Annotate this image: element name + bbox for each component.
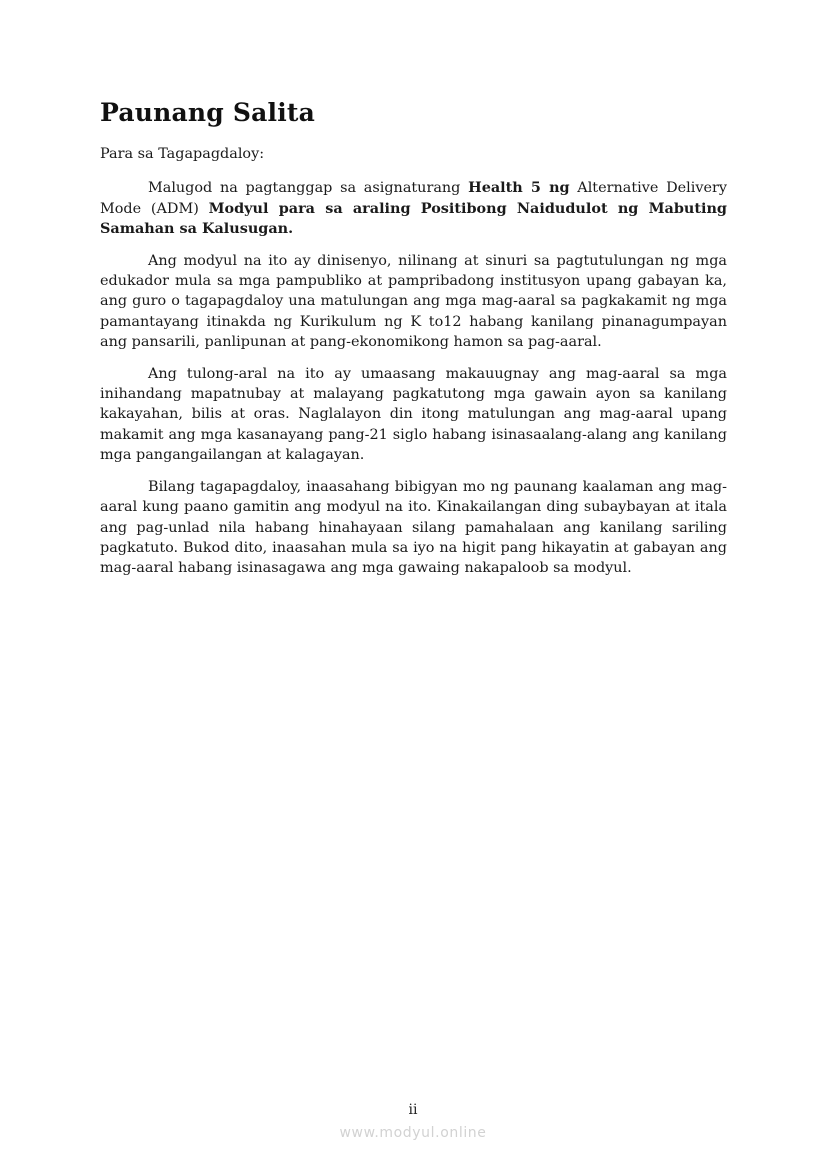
paragraph-facilitator-role: Bilang tagapagdaloy, inaasahang bibigyan mo ng paunang kaalaman ang mag-aaral kung paano gamitin ang modyul na ito. Kinakailangan ding subaybayan at itala ang pag-unlad nila habang hinahayaan silang pamahalaan ang kanilang sariling pagkatuto. Bukod dito, inaasahan mula sa iyo na higit pang hikayatin at gabayan ang mag-aaral habang isinasagawa ang mga gawaing nakapaloob sa modyul.: [100, 478, 727, 577]
welcome-text-1: Malugod na pagtanggap sa asignaturang: [148, 180, 469, 197]
module-title: Modyul para sa araling Positibong Naidudulot ng Mabuting Samahan sa Kalusugan.: [100, 199, 727, 238]
watermark: www.modyul.online: [339, 1125, 487, 1141]
subject-name: Health 5 ng: [468, 179, 570, 197]
document-body: [100, 144, 727, 590]
page-title: Paunang Salita: [100, 98, 316, 127]
paragraph-learning-aid: Ang tulong-aral na ito ay umaasang makauugnay ang mag-aaral sa mga inihandang mapatnubay at malayang pagkatutong mga gawain ayon sa kanilang kakayahan, bilis at oras. Naglalayon din itong matulungan ang mag-aaral upang makamit ang mga kasanayang pang-21 siglo habang isinasaalang-alang ang kanilang mga pangangailangan at kalagayan.: [100, 365, 727, 464]
welcome-text-2: Alternative Delivery Mode (ADM): [100, 180, 727, 217]
page-number: ii: [408, 1102, 418, 1118]
salutation: Para sa Tagapagdaloy:: [100, 146, 265, 162]
paragraph-welcome: [100, 178, 727, 239]
paragraph-module-purpose: Ang modyul na ito ay dinisenyo, nilinang at sinuri sa pagtutulungan ng mga edukador mula sa mga pampubliko at pampribadong institusyon upang gabayan ka, ang guro o tagapagdaloy una matulungan ang mga mag-aaral sa pagkakamit ng mga pamantayang itinakda ng Kurikulum ng K to12 habang kanilang pinanagumpayan ang pansarili, panlipunan at pang-ekonomikong hamon sa pag-aaral.: [100, 252, 727, 351]
